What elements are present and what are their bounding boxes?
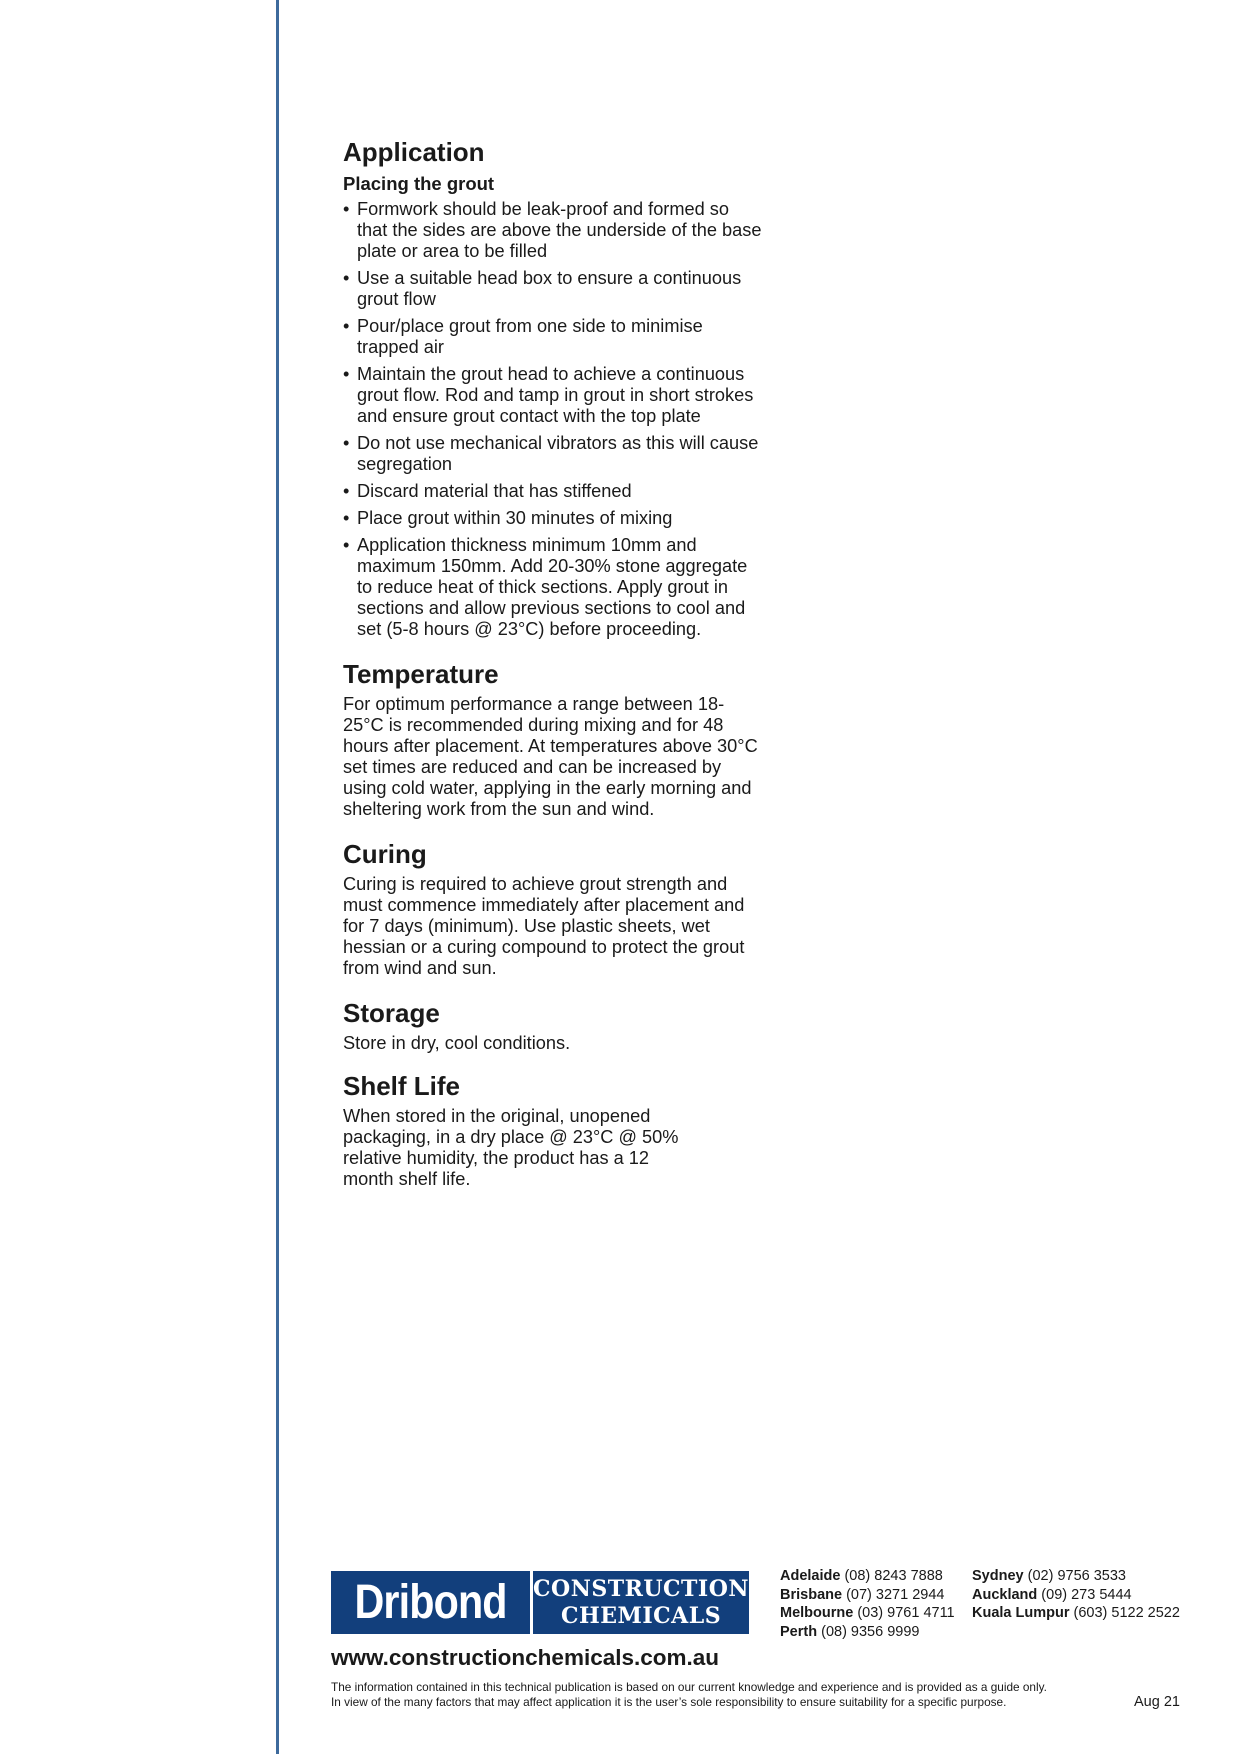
contact-entry: Brisbane (07) 3271 2944	[780, 1586, 945, 1603]
list-item: • Pour/place grout from one side to minimise trapped air	[343, 316, 763, 358]
dribond-logo	[331, 1571, 749, 1634]
list-item: • Discard material that has stiffened	[343, 481, 763, 502]
logo-tagline-line2: CHEMICALS	[560, 1602, 722, 1629]
list-item: • Formwork should be leak-proof and formed so that the sides are above the underside of the base plate or area to be filled	[343, 199, 763, 262]
shelf-life-section	[343, 1070, 683, 1190]
storage-section	[343, 997, 763, 1054]
storage-text: Store in dry, cool conditions.	[343, 1033, 571, 1053]
contacts-column-1	[780, 1567, 955, 1641]
contact-entry: Auckland (09) 273 5444	[972, 1586, 1132, 1603]
curing-heading: Curing	[343, 839, 427, 869]
contact-entry: Melbourne (03) 9761 4711	[780, 1605, 955, 1621]
storage-heading: Storage	[343, 998, 440, 1028]
curing-section	[343, 838, 763, 979]
shelf-life-text: When stored in the original, unopened packaging, in a dry place @ 23°C @ 50% relative humidity, the product has a 12 month shelf life.	[343, 1106, 679, 1189]
margin-rule	[276, 0, 279, 1754]
main-content	[343, 136, 763, 1208]
disclaimer-line: In view of the many factors that may affect application it is the user’s sole responsibility to ensure suitability for a specific purpose.	[331, 1694, 1007, 1709]
shelf-life-heading: Shelf Life	[343, 1071, 461, 1101]
temperature-text: For optimum performance a range between 18-25°C is recommended during mixing and for 48 hours after placement. At temperatures above 30°C set times are reduced and can be increased by using cold water, applying in the early morning and sheltering work from the sun and wind.	[343, 694, 758, 819]
contact-entry: Sydney (02) 9756 3533	[972, 1568, 1126, 1584]
disclaimer	[331, 1680, 1111, 1709]
placing-grout-subheading: Placing the grout	[343, 173, 495, 194]
application-heading: Application	[343, 137, 485, 167]
temperature-heading: Temperature	[343, 659, 499, 689]
list-item: • Application thickness minimum 10mm and maximum 150mm. Add 20-30% stone aggregate to reduce heat of thick sections. Apply grout in sections and allow previous sections to cool and set (5-8 hours @ 23°C) before proceeding.	[343, 535, 763, 640]
list-item: • Do not use mechanical vibrators as this will cause segregation	[343, 433, 763, 475]
logo-tagline	[533, 1571, 749, 1634]
contact-entry: Adelaide (08) 8243 7888	[780, 1568, 943, 1584]
list-item: • Place grout within 30 minutes of mixing	[343, 508, 763, 529]
logo-brand-text: Dribond	[354, 1576, 507, 1629]
list-item: • Use a suitable head box to ensure a continuous grout flow	[343, 268, 763, 310]
temperature-section	[343, 658, 763, 820]
website-link[interactable]: www.constructionchemicals.com.au	[331, 1645, 720, 1670]
logo-tagline-line1: CONSTRUCTION	[533, 1575, 749, 1602]
publication-date: Aug 21	[1134, 1694, 1180, 1710]
contacts-column-2	[972, 1567, 1180, 1623]
contact-entry: Kuala Lumpur (603) 5122 2522	[972, 1605, 1180, 1621]
application-section	[343, 136, 763, 640]
application-bullet-list	[343, 199, 763, 640]
curing-text: Curing is required to achieve grout strength and must commence immediately after placement and for 7 days (minimum). Use plastic sheets, wet hessian or a curing compound to protect the grout from wind and sun.	[343, 874, 745, 978]
disclaimer-line: The information contained in this technical publication is based on our current knowledge and experience and is provided as a guide only.	[331, 1680, 1047, 1694]
contact-entry: Perth (08) 9356 9999	[780, 1623, 920, 1640]
list-item: • Maintain the grout head to achieve a continuous grout flow. Rod and tamp in grout in short strokes and ensure grout contact with the top plate	[343, 364, 763, 427]
